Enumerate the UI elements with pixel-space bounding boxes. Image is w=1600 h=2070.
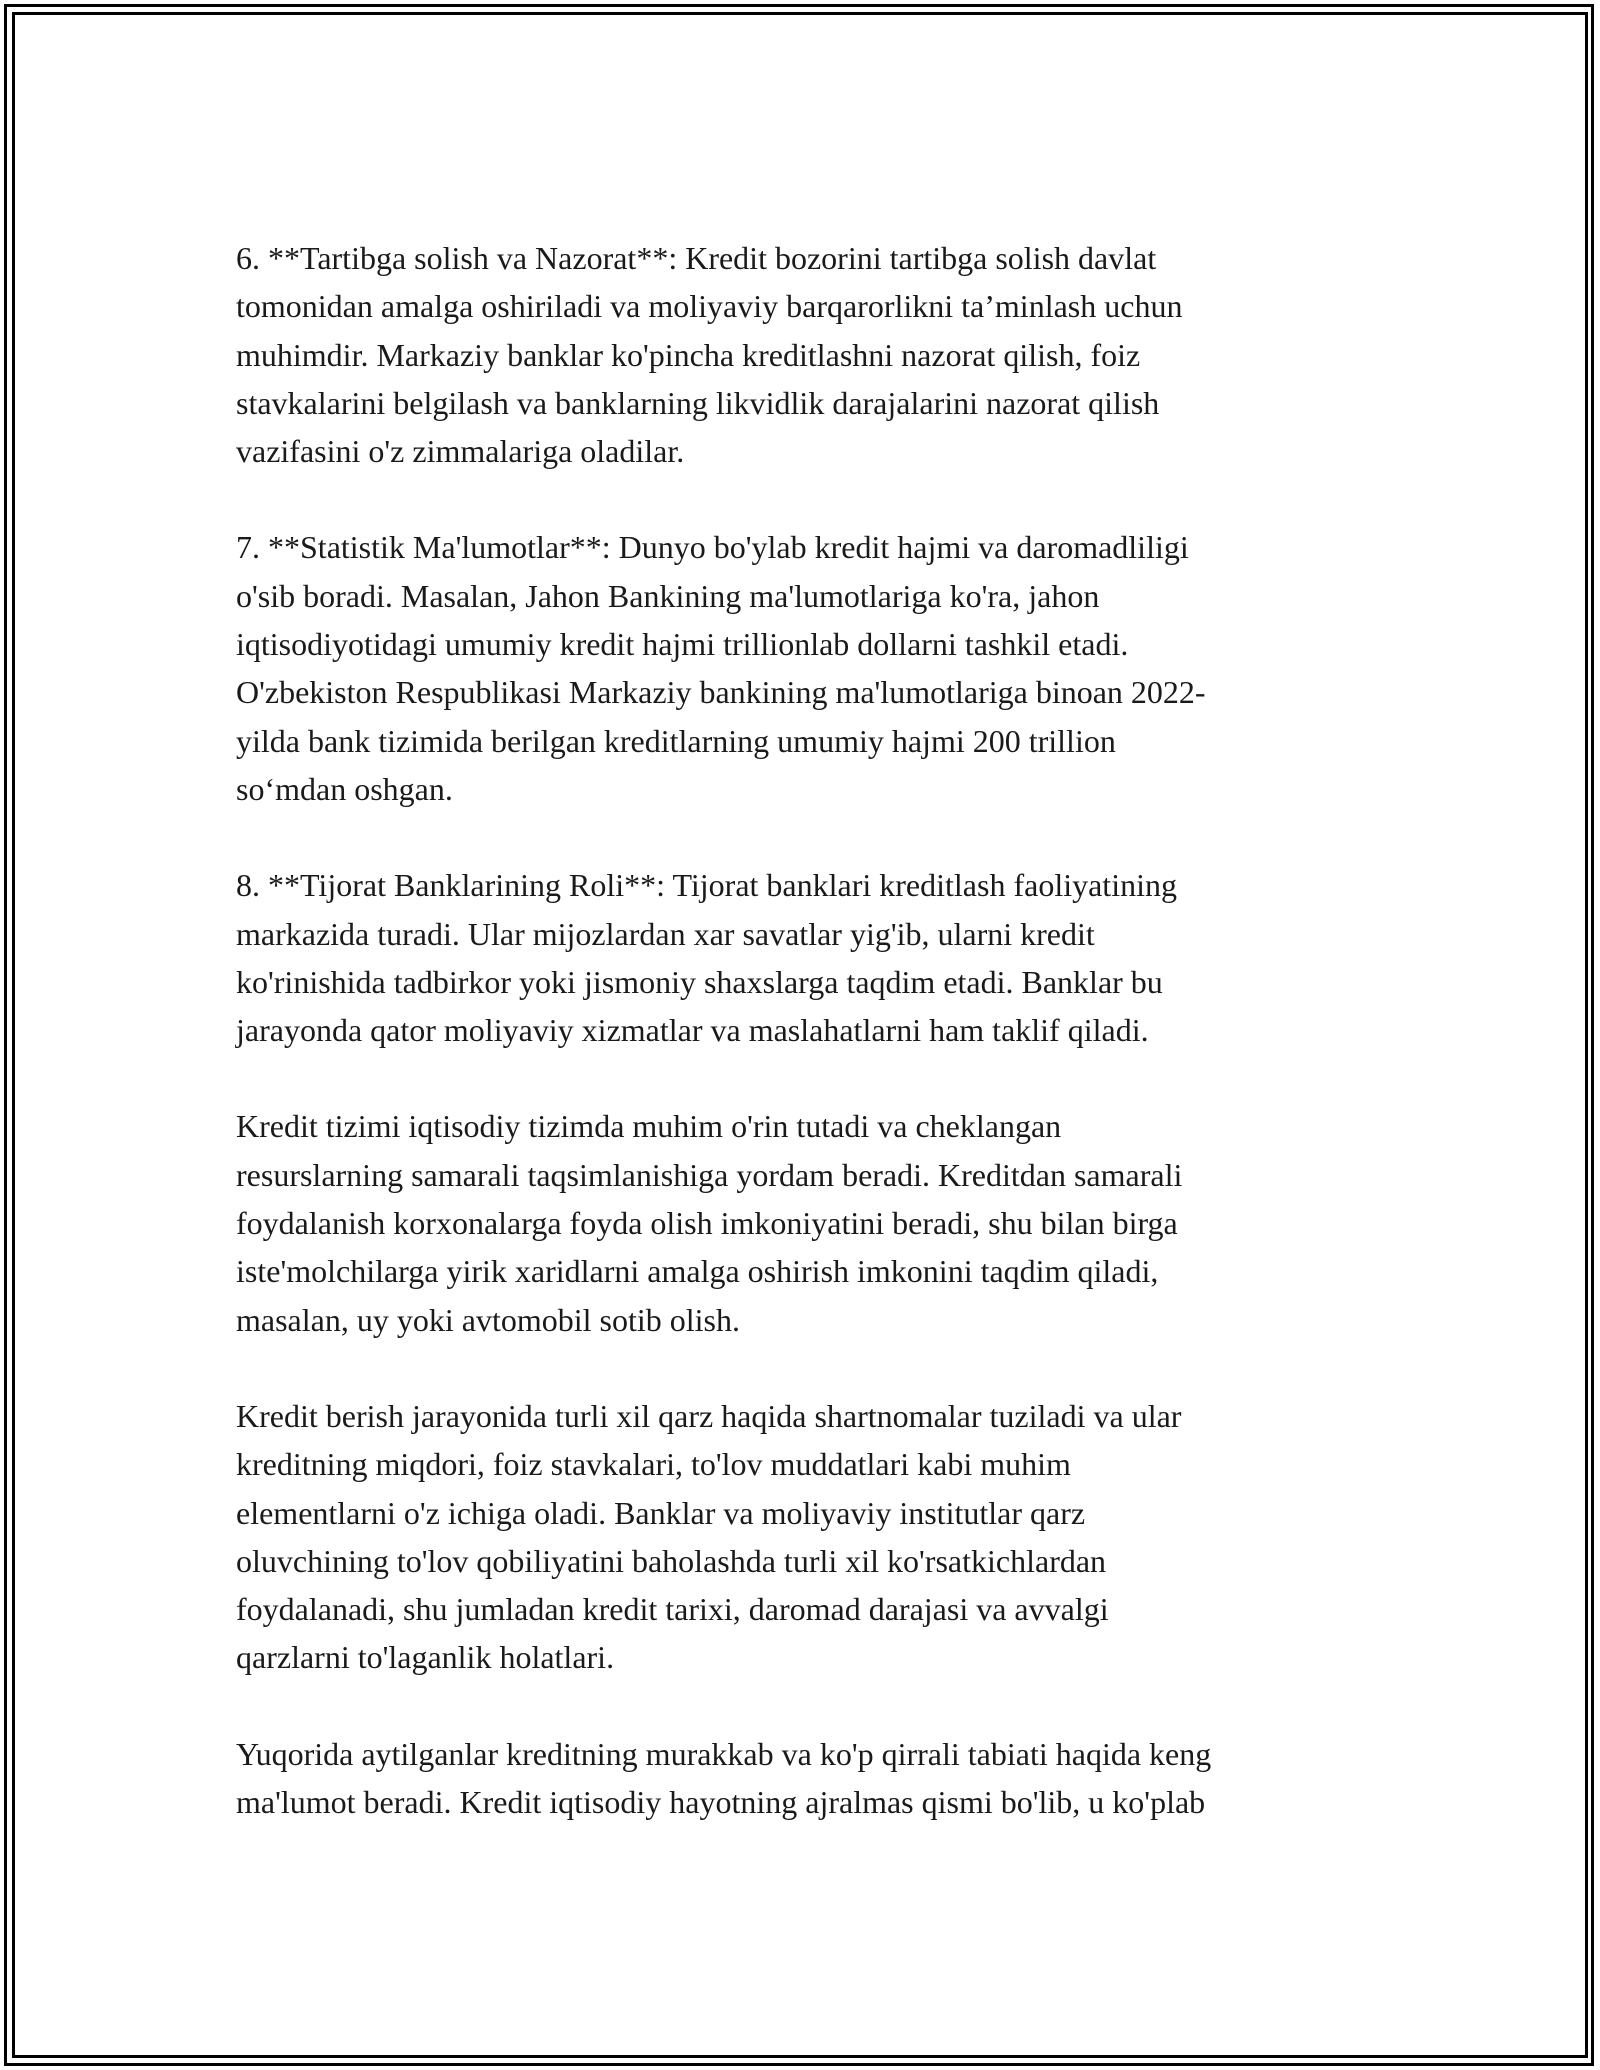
paragraph-regulation: 6. **Tartibga solish va Nazorat**: Kredit bozorini tartibga solish davlat tomonidan amalga oshiriladi va moliyaviy barqarorlikni ta’minlash uchun muhimdir. Markaziy banklar ko'pincha kreditlashni nazorat qilish, foiz stavkalarini belgilash va banklarning likvidlik darajalarini nazorat qilish vazifasini o'z zimmalariga oladilar. (236, 240, 1183, 470)
paragraph-conclusion: Yuqorida aytilganlar kreditning murakkab va ko'p qirrali tabiati haqida keng ma'lumot beradi. Kredit iqtisodiy hayotning ajralmas qismi bo'lib, u ko'plab (236, 1735, 1212, 1821)
paragraph-credit-system: Kredit tizimi iqtisodiy tizimda muhim o'rin tutadi va cheklangan resurslarning samarali taqsimlanishiga yordam beradi. Kreditdan samarali foydalanish korxonalarga foyda olish imkoniyatini beradi, shu bilan birga iste'molchilarga yirik xaridlarni amalga oshirish imkonini taqdim qiladi, masalan, uy yoki avtomobil sotib olish. (236, 1108, 1183, 1338)
paragraph-commercial-banks: 8. **Tijorat Banklarining Roli**: Tijorat banklari kreditlash faoliyatining markazida turadi. Ular mijozlardan xar savatlar yig'ib, ularni kredit ko'rinishida tadbirkor yoki jismoniy shaxslarga taqdim etadi. Banklar bu jarayonda qator moliyaviy xizmatlar va maslahatlarni ham taklif qiladi. (236, 867, 1177, 1049)
page-body (236, 234, 1366, 1826)
paragraph-credit-process: Kredit berish jarayonida turli xil qarz haqida shartnomalar tuziladi va ular kreditning miqdori, foiz stavkalari, to'lov muddatlari kabi muhim elementlarni o'z ichiga oladi. Banklar va moliyaviy institutlar qarz oluvchining to'lov qobiliyatini baholashda turli xil ko'rsatkichlardan foydalanadi, shu jumladan kredit tarixi, daromad darajasi va avvalgi qarzlarni to'laganlik holatlari. (236, 1397, 1182, 1676)
paragraph-statistics: 7. **Statistik Ma'lumotlar**: Dunyo bo'ylab kredit hajmi va daromadliligi o'sib boradi. Masalan, Jahon Bankining ma'lumotlariga ko'ra, jahon iqtisodiyotidagi umumiy kredit hajmi trillionlab dollarni tashkil etadi. O'zbekiston Respublikasi Markaziy bankining ma'lumotlariga binoan 2022- yilda bank tizimida berilgan kreditlarning umumiy hajmi 200 trillion so‘mdan oshgan. (236, 529, 1206, 807)
